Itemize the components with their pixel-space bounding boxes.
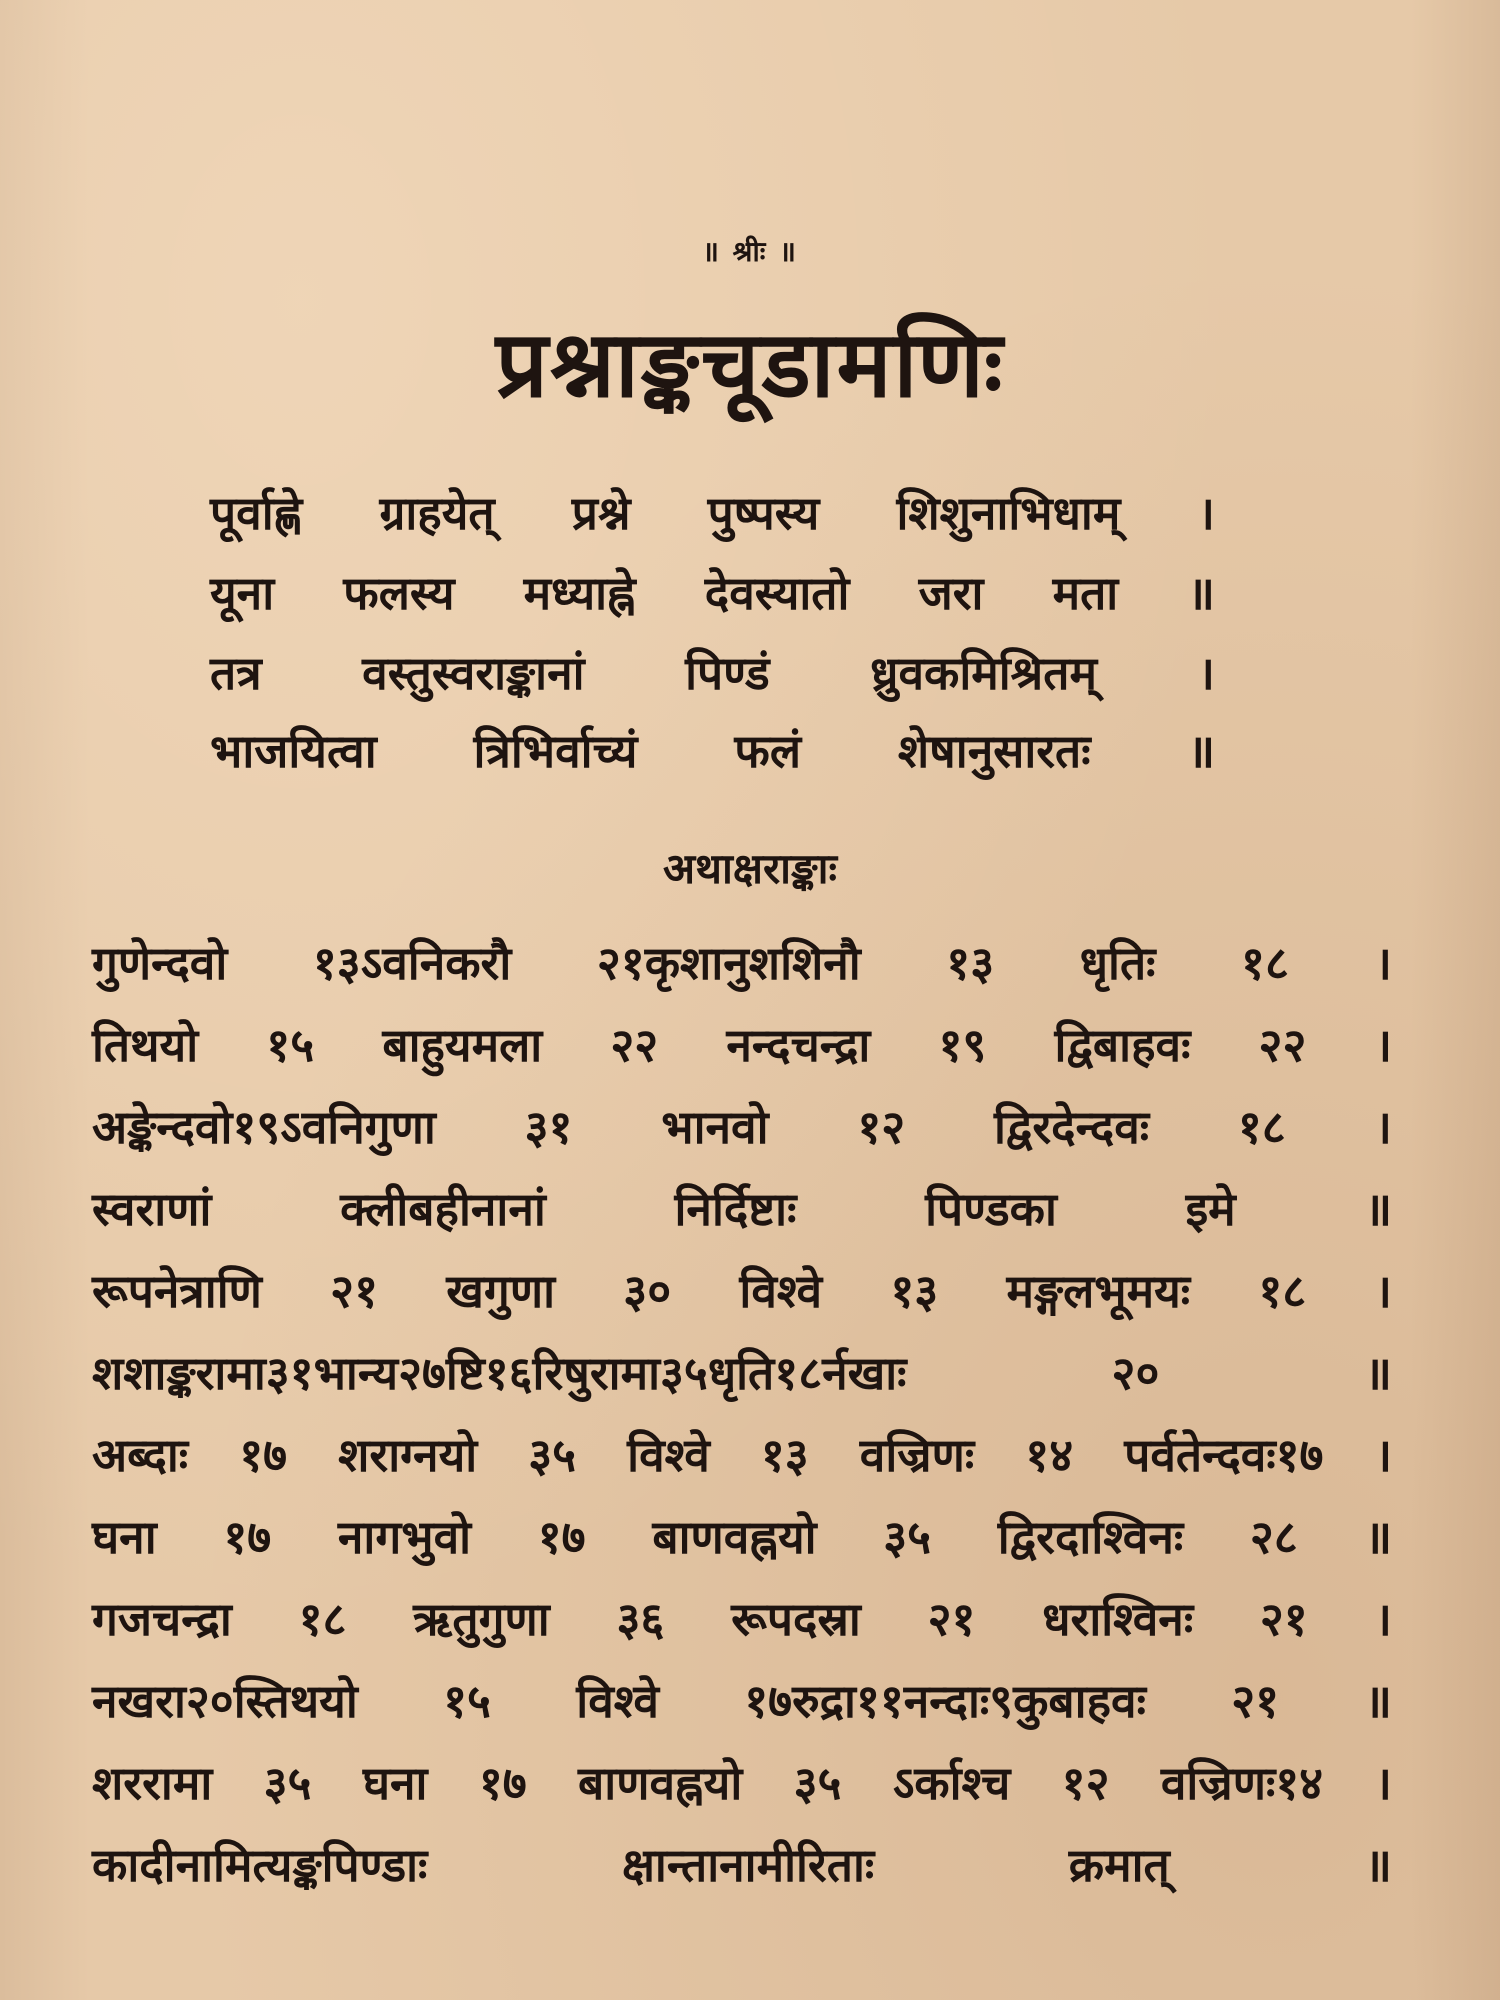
verse-word: मता <box>1052 566 1119 620</box>
text-line <box>92 1018 1392 1072</box>
page-title: प्रश्नाङ्कचूडामणिः <box>495 310 1005 418</box>
line-danda: । <box>1374 1756 1392 1810</box>
line-segment: १८ <box>1258 1264 1307 1318</box>
line-segment: १९ <box>938 1018 987 1072</box>
verse-line <box>210 646 1215 700</box>
line-segment: भानवो <box>661 1100 769 1154</box>
text-line <box>92 1264 1392 1318</box>
text-line <box>92 1100 1392 1154</box>
line-segment: कादीनामित्यङ्कपिण्डाः <box>92 1838 428 1892</box>
line-segment: शशाङ्करामा३१भान्य२७ष्टि१६रिषुरामा३५धृति१८र्नखाः <box>92 1346 907 1400</box>
text-line <box>92 1510 1392 1564</box>
line-segment: धृतिः <box>1079 936 1156 990</box>
line-danda: । <box>1374 1428 1392 1482</box>
verse-line <box>210 486 1215 540</box>
line-segment: २२ <box>1258 1018 1307 1072</box>
verse-word: फलस्य <box>343 566 455 620</box>
verse-line <box>210 566 1215 620</box>
line-segment: नन्दचन्द्रा <box>726 1018 871 1072</box>
line-segment: ३६ <box>616 1592 665 1646</box>
verse-danda: । <box>1197 486 1215 540</box>
line-segment: ३१ <box>524 1100 573 1154</box>
line-segment: १७ <box>537 1510 586 1564</box>
line-danda: । <box>1374 1018 1392 1072</box>
line-segment: २२ <box>610 1018 659 1072</box>
section-heading: अथाक्षराङ्काः <box>663 844 837 893</box>
line-segment: नखरा२०स्तिथयो <box>92 1674 358 1728</box>
line-segment: बाहुयमला <box>382 1018 543 1072</box>
line-segment: वज्रिणः१४ <box>1160 1756 1324 1810</box>
line-danda: ॥ <box>1364 1346 1392 1400</box>
line-segment: १२ <box>857 1100 906 1154</box>
text-line <box>92 936 1392 990</box>
line-segment: गजचन्द्रा <box>92 1592 232 1646</box>
line-segment: पर्वतेन्दवः१७ <box>1124 1428 1324 1482</box>
text-line <box>92 1346 1392 1400</box>
line-segment: इमे <box>1185 1182 1236 1236</box>
line-segment: घना <box>362 1756 428 1810</box>
text-line <box>92 1428 1392 1482</box>
line-segment: १५ <box>266 1018 315 1072</box>
line-segment: क्षान्तानामीरिताः <box>621 1838 875 1892</box>
line-segment: २१ <box>927 1592 976 1646</box>
line-segment: २१ <box>1259 1592 1308 1646</box>
line-segment: विश्वे <box>576 1674 659 1728</box>
verse-word: जरा <box>918 566 984 620</box>
line-segment: ऋतुगुणा <box>413 1592 550 1646</box>
line-danda: । <box>1374 936 1392 990</box>
verse-line <box>210 724 1215 778</box>
line-danda: । <box>1374 1100 1392 1154</box>
line-segment: ३५ <box>263 1756 312 1810</box>
verse-word: यूना <box>210 566 275 620</box>
text-line <box>92 1674 1392 1728</box>
verse-danda: ॥ <box>1187 724 1215 778</box>
text-line <box>92 1592 1392 1646</box>
line-segment: रूपदस्रा <box>731 1592 861 1646</box>
verse-word: फलं <box>734 724 802 778</box>
line-segment: १७ <box>239 1428 288 1482</box>
line-segment: १२ <box>1061 1756 1110 1810</box>
line-segment: १८ <box>1241 936 1289 990</box>
line-segment: १३ <box>946 936 995 990</box>
line-segment: द्विरदेन्दवः <box>993 1100 1150 1154</box>
line-segment: १३ऽवनिकरौ <box>312 936 512 990</box>
line-segment: धराश्विनः <box>1042 1592 1194 1646</box>
line-segment: गुणेन्दवो <box>92 936 228 990</box>
line-danda: । <box>1374 1264 1392 1318</box>
line-segment: १४ <box>1025 1428 1074 1482</box>
line-segment: १७ <box>478 1756 527 1810</box>
verse-word: मध्याह्ने <box>523 566 636 620</box>
line-segment: १३ <box>760 1428 809 1482</box>
line-danda: ॥ <box>1364 1182 1392 1236</box>
line-segment: १३ <box>890 1264 939 1318</box>
line-segment: शररामा <box>92 1756 213 1810</box>
verse-word: ग्राहयेत् <box>379 486 495 540</box>
text-line <box>92 1182 1392 1236</box>
line-segment: २१कृशानुशशिनौ <box>596 936 861 990</box>
line-segment: क्लीबहीनानां <box>340 1182 546 1236</box>
verse-word: भाजयित्वा <box>210 724 377 778</box>
line-segment: मङ्गलभूमयः <box>1006 1264 1191 1318</box>
line-segment: विश्वे <box>627 1428 710 1482</box>
line-segment: द्विरदाश्विनः <box>997 1510 1184 1564</box>
line-danda: ॥ <box>1364 1510 1392 1564</box>
line-segment: खगुणा <box>446 1264 555 1318</box>
line-segment: निर्दिष्टाः <box>674 1182 797 1236</box>
line-segment: अब्दाः <box>92 1428 189 1482</box>
line-segment: वज्रिणः <box>859 1428 975 1482</box>
verse-word: त्रिभिर्वाच्यं <box>473 724 638 778</box>
verse-danda: ॥ <box>1187 566 1215 620</box>
line-segment: ३५ <box>883 1510 932 1564</box>
line-segment: स्वराणां <box>92 1182 212 1236</box>
line-segment: अङ्केन्दवो१९ऽवनिगुणा <box>92 1100 436 1154</box>
line-segment: नागभुवो <box>337 1510 472 1564</box>
verse-word: पुष्पस्य <box>707 486 820 540</box>
line-segment: रूपनेत्राणि <box>92 1264 262 1318</box>
text-line <box>92 1838 1392 1892</box>
line-segment: २० <box>1111 1346 1160 1400</box>
verse-danda: । <box>1197 646 1215 700</box>
invocation-heading: ॥ श्रीः ॥ <box>702 235 798 268</box>
line-segment: विश्वे <box>739 1264 823 1318</box>
verse-word: ध्रुवकमिश्रितम् <box>870 646 1097 700</box>
line-segment: ३५ <box>793 1756 842 1810</box>
line-segment: १८ <box>1237 1100 1286 1154</box>
line-segment: १८ <box>298 1592 347 1646</box>
line-segment: ३५ <box>528 1428 577 1482</box>
line-segment: घना <box>92 1510 157 1564</box>
line-segment: बाणवह्नयो <box>578 1756 743 1810</box>
line-segment: क्रमात् <box>1068 1838 1170 1892</box>
line-segment: शराग्नयो <box>338 1428 478 1482</box>
line-danda: । <box>1374 1592 1392 1646</box>
verse-word: शेषानुसारतः <box>897 724 1091 778</box>
line-segment: २१ <box>1231 1674 1280 1728</box>
line-segment: द्विबाहवः <box>1054 1018 1191 1072</box>
line-segment: १५ <box>443 1674 491 1728</box>
line-segment: तिथयो <box>92 1018 199 1072</box>
line-segment: २१ <box>330 1264 379 1318</box>
line-segment: ३० <box>623 1264 672 1318</box>
line-segment: १७रुद्रा११नन्दाः९कुबाहवः <box>744 1674 1146 1728</box>
verse-word: प्रश्ने <box>571 486 631 540</box>
verse-word: वस्तुस्वराङ्कानां <box>362 646 585 700</box>
line-segment: बाणवह्नयो <box>652 1510 817 1564</box>
verse-word: पूर्वाह्णे <box>210 486 303 540</box>
verse-word: तत्र <box>210 646 262 700</box>
verse-word: पिण्डं <box>685 646 770 700</box>
line-segment: पिण्डका <box>925 1182 1057 1236</box>
line-danda: ॥ <box>1364 1674 1392 1728</box>
line-segment: २८ <box>1249 1510 1298 1564</box>
text-line <box>92 1756 1392 1810</box>
line-segment: ऽर्काश्च <box>892 1756 1011 1810</box>
verse-word: शिशुनाभिधाम् <box>896 486 1121 540</box>
verse-word: देवस्यातो <box>704 566 850 620</box>
line-danda: ॥ <box>1364 1838 1392 1892</box>
line-segment: १७ <box>223 1510 272 1564</box>
